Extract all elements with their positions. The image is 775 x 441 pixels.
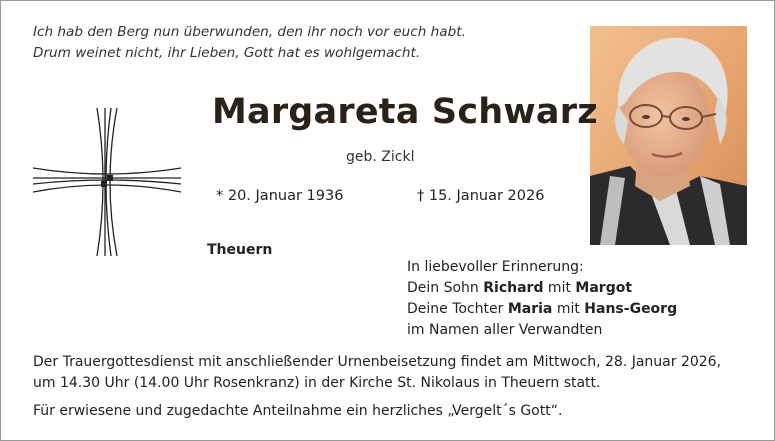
funeral-service-info <box>33 352 721 394</box>
thanks-note: Für erwiesene und zugedachte Anteilnahme ein herzliches „Vergelt´s Gott“. <box>33 403 563 419</box>
deceased-name: Margareta Schwarz <box>212 92 598 132</box>
mourners-line-son: Dein Sohn Richard mit Margot <box>407 280 633 296</box>
maiden-name: geb. Zickl <box>346 149 415 165</box>
memorial-poem <box>33 22 466 64</box>
birth-date: * 20. Januar 1936 <box>216 188 344 204</box>
service-line-1: Der Trauergottesdienst mit anschließender Urnenbeisetzung findet am Mittwoch, 28. Januar 2026, <box>33 354 722 370</box>
mourners-intro: In liebevoller Erinnerung: <box>407 259 584 275</box>
place-of-residence: Theuern <box>207 242 273 258</box>
mourners-block <box>407 257 677 341</box>
poem-line-2: Drum weinet nicht, ihr Lieben, Gott hat es wohlgemacht. <box>33 45 421 61</box>
mourners-relatives: im Namen aller Verwandten <box>407 322 603 338</box>
mourners-line-daughter: Deine Tochter Maria mit Hans-Georg <box>407 301 678 317</box>
cross-icon <box>31 106 183 258</box>
portrait-photo <box>590 26 747 245</box>
poem-line-1: Ich hab den Berg nun überwunden, den ihr noch vor euch habt. <box>33 24 466 40</box>
service-line-2: um 14.30 Uhr (14.00 Uhr Rosenkranz) in der Kirche St. Nikolaus in Theuern statt. <box>33 375 601 391</box>
death-date: † 15. Januar 2026 <box>417 188 545 204</box>
